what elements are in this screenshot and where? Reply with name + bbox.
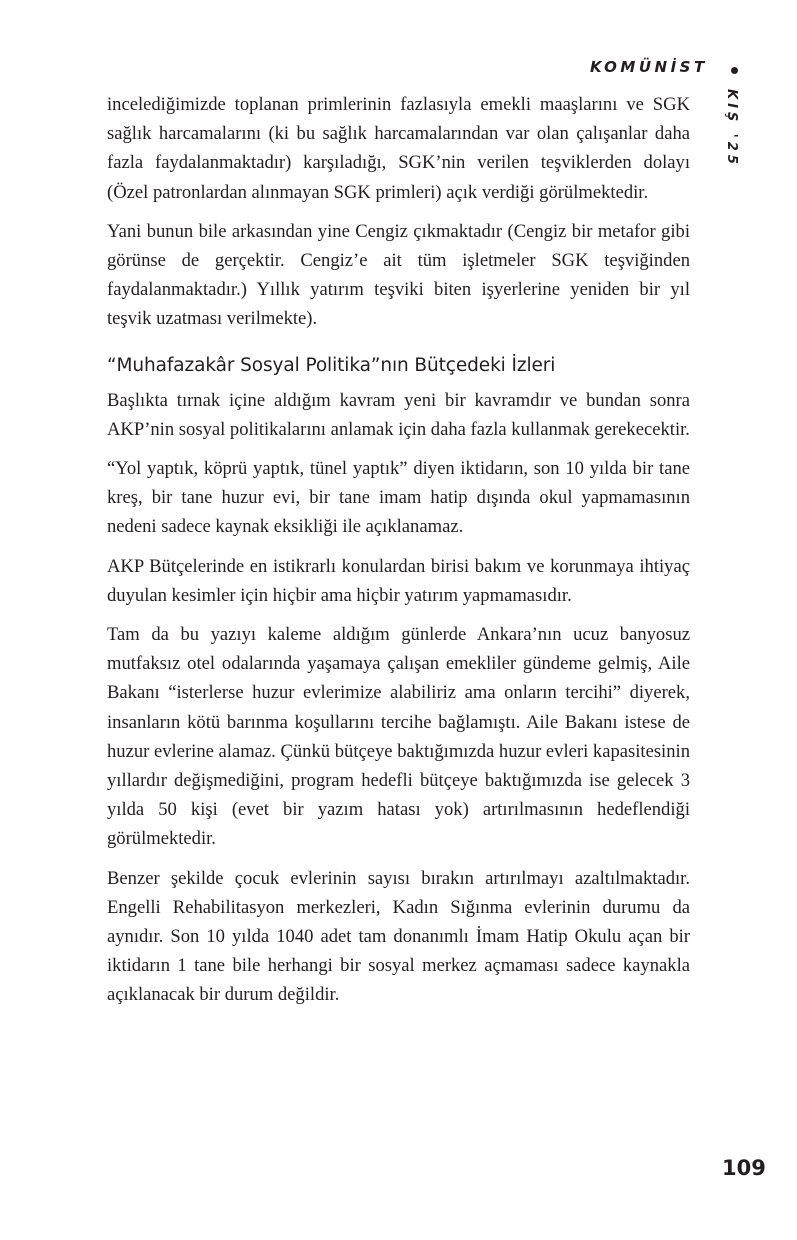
section-heading: “Muhafazakâr Sosyal Politika”nın Bütçedeki İzleri — [107, 354, 556, 376]
bullet-dot-icon — [731, 67, 738, 74]
article-body — [107, 90, 690, 1020]
paragraph: “Yol yaptık, köprü yaptık, tünel yaptık” diyen iktidarın, son 10 yılda bir tane kreş, bir tane huzur evi, bir tane imam hatip dışında okul yapmamasının nedeni sadece kaynak eksikliği ile açıklanamaz. — [107, 458, 690, 538]
paragraph: Tam da bu yazıyı kaleme aldığım günlerde Ankara’nın ucuz banyosuz mutfaksız otel odalarında yaşamaya çalışan emekliler gündeme gelmiş, Aile Bakanı “isterlerse huzur evlerimize alabiliriz ama onların tercihi” diyerek, insanların kötü barınma koşullarını tercihe bağlamıştı. Aile Bakanı istese de huzur evlerine alamaz. Çünkü bütçeye baktığımızda huzur evleri kapasitesinin yıllardır değişmediğini, program hedefli bütçeye baktığımızda ise gelecek 3 yılda 50 kişi (evet bir yazım hatası yok) artırılmasının hedeflendiği görülmektedir. — [107, 624, 690, 850]
paragraph: Yani bunun bile arkasından yine Cengiz çıkmaktadır (Cengiz bir metafor gibi görünse de gerçektir. Cengiz’e ait tüm işletmeler SGK teşviğinden faydalanmaktadır.) Yıllık yatırım teşviki biten işyerlerine yeniden bir yıl teşvik uzatması verilmekte). — [107, 220, 690, 330]
paragraph: incelediğimizde toplanan primlerinin fazlasıyla emekli maaşlarını ve SGK sağlık harcamalarını (ki bu sağlık harcamalarından var olan çalışanlar daha fazla faydalanmaktadır) karşıladığı, SGK’nin verilen teşviklerden dolayı (Özel patronlardan alınmayan SGK primleri) açık verdiği görülmektedir. — [107, 94, 690, 203]
paragraph: Benzer şekilde çocuk evlerinin sayısı bırakın artırılmayı azaltılmaktadır. Engelli Rehabilitasyon merkezleri, Kadın Sığınma evlerinin durumu da aynıdır. Son 10 yılda 1040 adet tam donanımlı İmam Hatip Okulu açan bir iktidarın 1 tane bile herhangi bir sosyal merkez açmaması sadece kaynakla açıklanacak bir durum değildir. — [107, 867, 690, 1006]
paragraph: AKP Bütçelerinde en istikrarlı konulardan birisi bakım ve korunmaya ihtiyaç duyulan kesimler için hiçbir ama hiçbir yatırım yapmamasıdır. — [107, 555, 690, 606]
paragraph: Başlıkta tırnak içine aldığım kavram yeni bir kavramdır ve bundan sonra AKP’nin sosyal politikalarını anlamak için daha fazla kullanmak gerekecektir. — [107, 389, 690, 440]
issue-label: KIŞ '25 — [724, 89, 739, 168]
magazine-title: KOMÜNİST — [590, 58, 708, 76]
page-number: 109 — [722, 1156, 766, 1180]
